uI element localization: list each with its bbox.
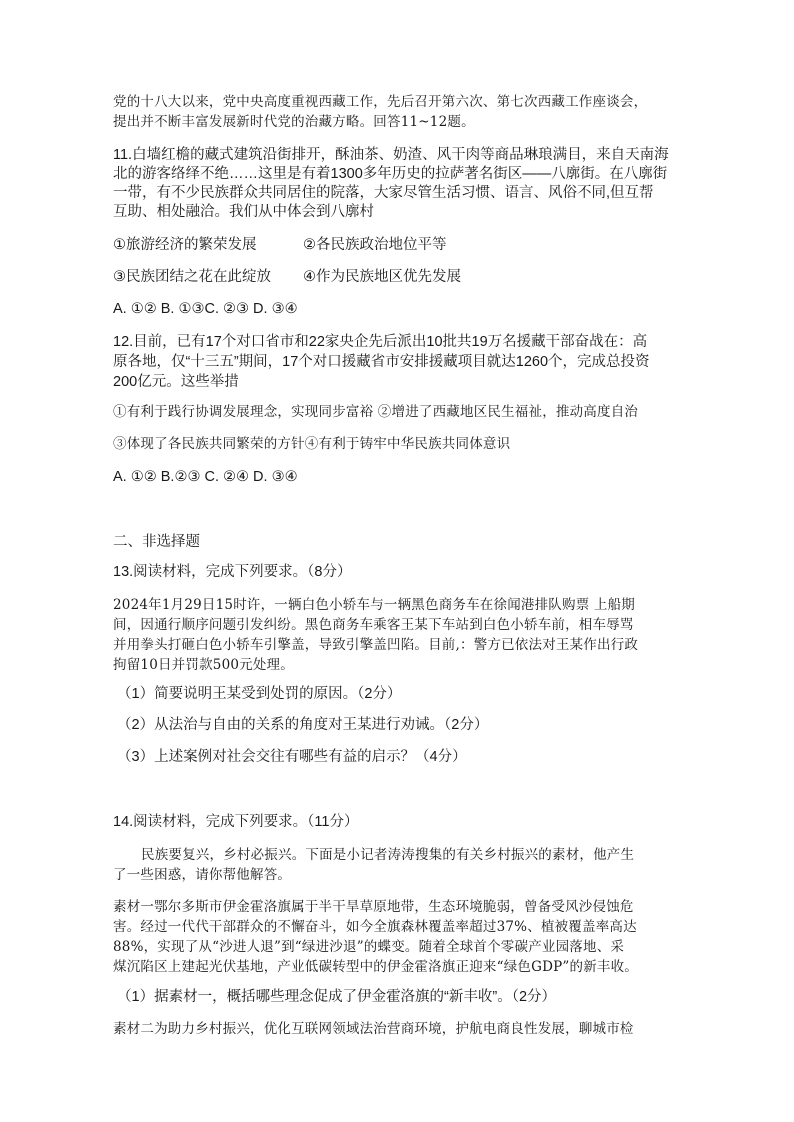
q13-title: 13.阅读材料，完成下列要求。（8分） [113,564,352,580]
q11-stem: 一带，有不少民族群众共同居住的院落，大家尽管生活习惯、语言、风俗不同,但互帮 [113,185,654,201]
q11-answer-choices: A. ①② B. ①③C. ②③ D. ③④ [113,301,298,317]
q14-material-1: 88%，实现了从“沙进人退”到“绿进沙退”的蝶变。随着全球首个零碳产业园落地、采 [113,939,625,955]
q14-title: 14.阅读材料，完成下列要求。（11分） [113,814,359,830]
q12-stem: 12.目前，已有17个对口省市和22家央企先后派出10批共19万名援藏干部奋战在：高 [113,334,648,350]
q12-options-1-2: ①有利于践行协调发展理念，实现同步富裕 ②增进了西藏地区民生福祉，推动高度自治 [113,404,639,420]
q14-intro: 了一些困惑，请你帮他解答。 [113,867,292,883]
q13-sub-question-2: （2）从法治与自由的关系的角度对王某进行劝诫。（2分） [117,717,489,733]
q13-material: 并用拳头打砸白色小轿车引擎盖，导致引擎盖凹陷。目前,：警方已依法对王某作出行政 [113,637,639,653]
q12-stem: 200亿元。这些举措 [113,374,239,390]
q13-material: 拘留10日并罚款500元处理。 [113,657,294,673]
q13-sub-question-1: （1）简要说明王某受到处罚的原因。（2分） [117,686,402,702]
q11-stem: 互助、相处融洽。我们从中体会到八廓村 [113,204,374,220]
q14-material-1: 素材一鄂尔多斯市伊金霍洛旗属于半干旱草原地带，生态环境脆弱，曾备受风沙侵蚀危 [113,899,634,915]
q11-option-2: ②各民族政治地位平等 [303,237,447,253]
q11-stem: 11.白墙红檐的藏式建筑沿街排开，酥油茶、奶渣、风干肉等商品琳琅满目，来自天南海 [113,147,669,163]
q11-option-3: ③民族团结之花在此绽放 [113,269,271,285]
q14-intro: 民族要复兴，乡村必振兴。下面是小记者涛涛搜集的有关乡村振兴的素材，他产生 [141,847,635,863]
q14-material-1: 害。经过一代代干部群众的不懈奋斗，如今全旗森林覆盖率超过37%、植被覆盖率高达 [113,919,637,935]
intro-line: 党的十八大以来，党中央高度重视西藏工作，先后召开第六次、第七次西藏工作座谈会， [113,94,648,110]
intro-line: 提出并不断丰富发展新时代党的治藏方略。回答11~12题。 [113,114,475,130]
q11-option-1: ①旅游经济的繁荣发展 [113,237,257,253]
q13-material: 间，因通行顺序问题引发纠纷。黑色商务车乘客王某下车站到白色小轿车前，相车辱骂 [113,617,634,633]
q14-material-2: 素材二为助力乡村振兴，优化互联网领域法治营商环境，护航电商良性发展，聊城市检 [113,1021,634,1037]
q11-stem: 北的游客络绎不绝……这里是有着1300多年历史的拉萨著名街区——八廓街。在八廓街 [113,166,668,182]
q12-answer-choices: A. ①② B.②③ C. ②④ D. ③④ [113,469,298,485]
q12-stem: 原各地，仅“十三五”期间，17个对口援藏省市安排援藏项目就达1260个，完成总投资 [113,354,650,370]
q13-material: 2024年1月29日15时许，一辆白色小轿车与一辆黑色商务车在徐闻港排队购票 上船期 [113,597,635,613]
section-heading: 二、非选择题 [113,534,200,550]
q13-sub-question-3: （3）上述案例对社会交往有哪些有益的启示？（4分） [117,749,467,765]
q12-options-3-4: ③体现了各民族共同繁荣的方针④有利于铸牢中华民族共同体意识 [113,436,511,452]
q11-option-4: ④作为民族地区优先发展 [303,269,461,285]
q14-sub-question-1: （1）据素材一，概括哪些理念促成了伊金霍洛旗的“新丰收”。（2分） [117,989,557,1005]
q14-material-1: 煤沉陷区上建起光伏基地，产业低碳转型中的伊金霍洛旗正迎来“绿色GDP”的新丰收。 [113,959,638,975]
